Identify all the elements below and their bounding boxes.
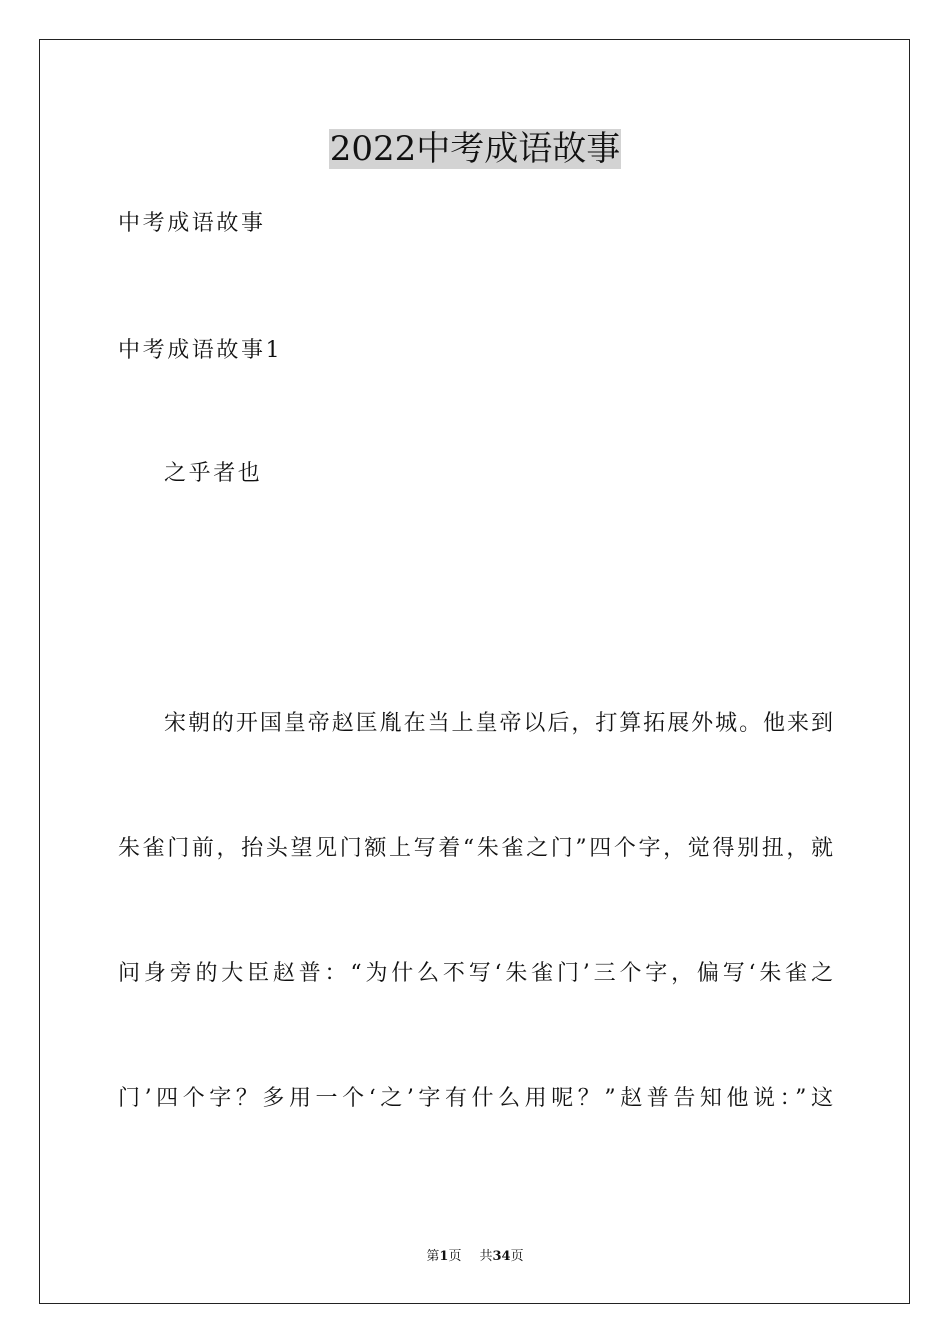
document-title-text: 2022中考成语故事 (329, 129, 621, 169)
footer-page-prefix: 第 (426, 1249, 440, 1264)
footer-page-number: 1 (439, 1249, 449, 1264)
paragraph-line: 问身旁的大臣赵普：“为什么不写‘朱雀门’三个字，偏写‘朱雀之 (118, 961, 833, 986)
footer-total-suffix: 页 (510, 1249, 524, 1264)
footer-page-suffix: 页 (448, 1249, 462, 1264)
footer-total-pages: 34 (492, 1249, 511, 1264)
subtitle: 中考成语故事 (118, 211, 266, 236)
page-footer (0, 1248, 950, 1266)
footer-total-prefix: 共 (479, 1249, 493, 1264)
paragraph-line: 门’四个字？多用一个‘之’字有什么用呢？”赵普告知他说：”这 (118, 1086, 833, 1111)
paragraph-line: 朱雀门前，抬头望见门额上写着“朱雀之门”四个字，觉得别扭，就 (118, 836, 833, 861)
section-heading: 中考成语故事1 (118, 338, 283, 363)
document-title (0, 128, 950, 170)
paragraph-line: 宋朝的开国皇帝赵匡胤在当上皇帝以后，打算拓展外城。他来到 (164, 711, 833, 736)
idiom-heading: 之乎者也 (164, 461, 263, 486)
